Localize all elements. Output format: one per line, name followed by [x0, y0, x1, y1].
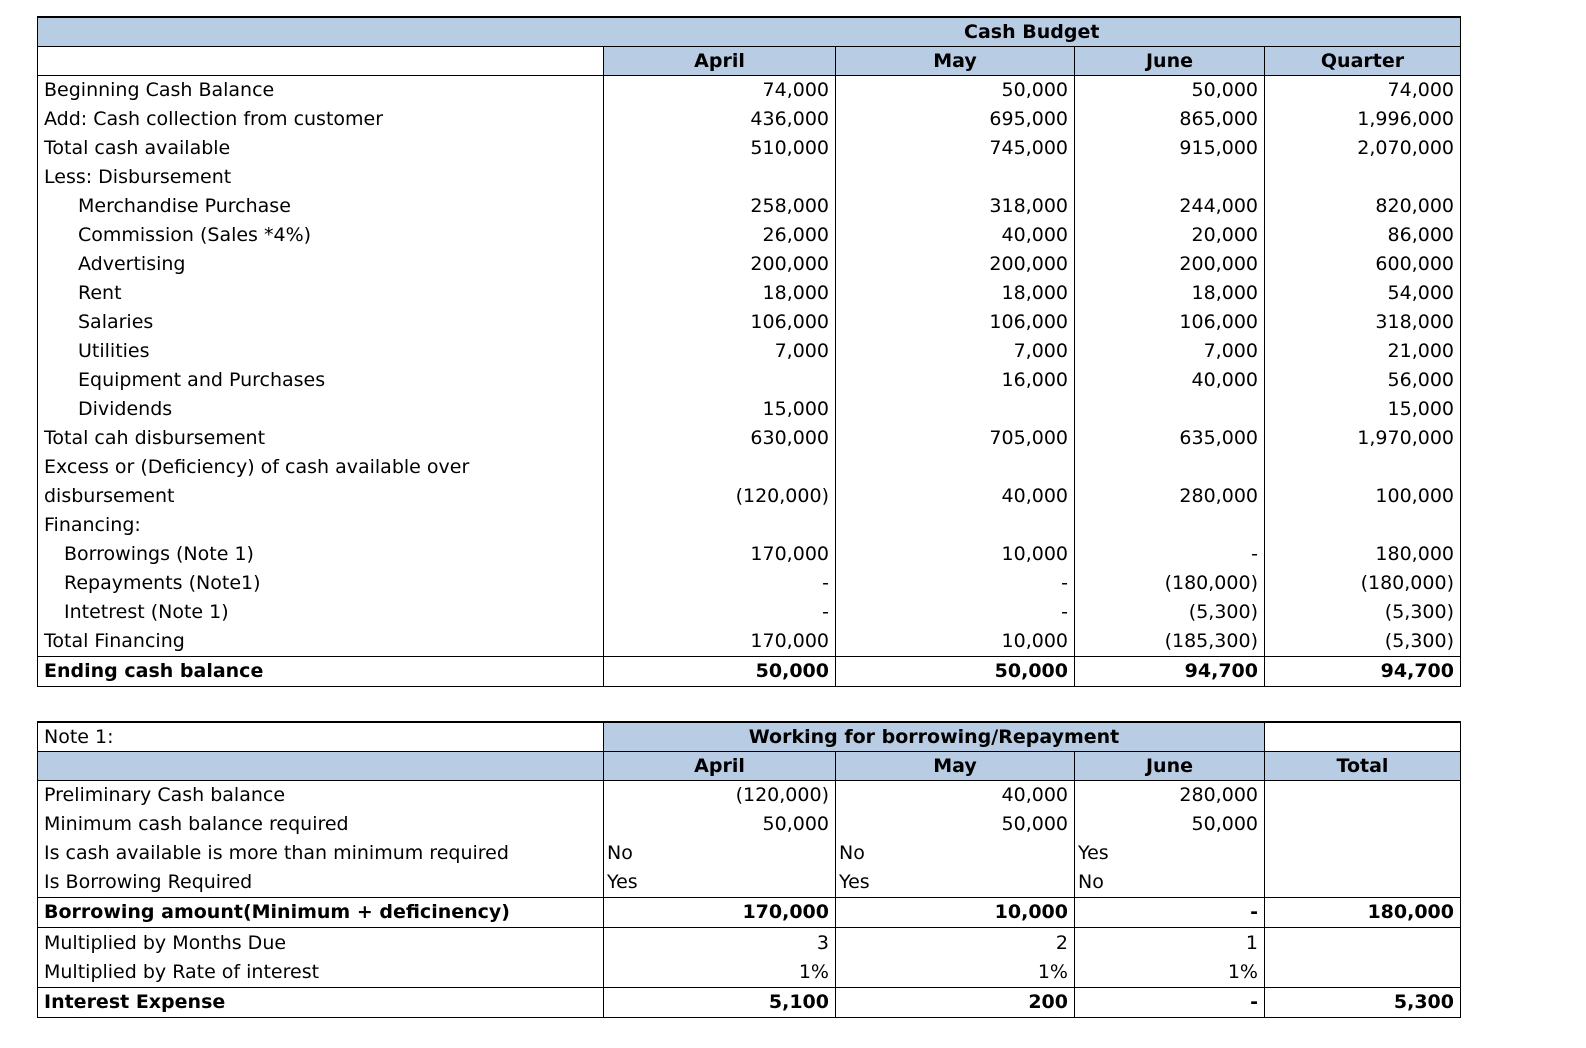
table-row-total-cash-available	[38, 134, 1461, 163]
cell-april: 50,000	[604, 810, 836, 839]
cell-may: 106,000	[836, 308, 1075, 337]
row-label: Minimum cash balance required	[38, 810, 604, 839]
cell-quarter: 180,000	[1265, 540, 1461, 569]
row-label: Is Borrowing Required	[38, 868, 604, 898]
row-label: Multiplied by Months Due	[38, 928, 604, 959]
cell-quarter: 54,000	[1265, 279, 1461, 308]
cell-june: 915,000	[1075, 134, 1265, 163]
row-label: Merchandise Purchase	[38, 192, 604, 221]
header-blank-cell	[38, 17, 604, 47]
cell-april: 170,000	[604, 898, 836, 928]
column-header-total: Total	[1265, 752, 1461, 781]
cell-quarter: 15,000	[1265, 395, 1461, 424]
cell-april: 170,000	[604, 627, 836, 657]
cell-may: 7,000	[836, 337, 1075, 366]
row-label: Total Financing	[38, 627, 604, 657]
column-header-may: May	[836, 752, 1075, 781]
row-label: Utilities	[38, 337, 604, 366]
table-row-financing	[38, 511, 1461, 540]
row-label: Is cash available is more than minimum required	[38, 839, 604, 868]
table-row-cash-collection	[38, 105, 1461, 134]
cell-april: 15,000	[604, 395, 836, 424]
cell-quarter: 318,000	[1265, 308, 1461, 337]
cell-may: 40,000	[836, 221, 1075, 250]
cell-may: -	[836, 598, 1075, 627]
cell-june	[1075, 453, 1265, 482]
row-label: Borrowing amount(Minimum + deficinency)	[38, 898, 604, 928]
cell-june: 50,000	[1075, 810, 1265, 839]
cell-total	[1265, 810, 1461, 839]
cell-april: (120,000)	[604, 482, 836, 511]
note1-title: Working for borrowing/Repayment	[604, 722, 1265, 752]
column-header-june: June	[1075, 47, 1265, 76]
cell-june	[1075, 163, 1265, 192]
cell-quarter: 94,700	[1265, 657, 1461, 687]
cell-quarter: 74,000	[1265, 76, 1461, 106]
cell-april: Yes	[604, 868, 836, 898]
row-label: Repayments (Note1)	[38, 569, 604, 598]
note1-title-row	[38, 722, 1461, 752]
row-label: Rent	[38, 279, 604, 308]
table-row-rent	[38, 279, 1461, 308]
column-header-june: June	[1075, 752, 1265, 781]
cell-quarter: 100,000	[1265, 482, 1461, 511]
table-row-preliminary-cash	[38, 781, 1461, 811]
cell-april: -	[604, 598, 836, 627]
cell-total: 5,300	[1265, 988, 1461, 1018]
cell-june: 20,000	[1075, 221, 1265, 250]
row-label: Interest Expense	[38, 988, 604, 1018]
table-row-utilities	[38, 337, 1461, 366]
table-row-borrowing-required	[38, 868, 1461, 898]
cell-total	[1265, 928, 1461, 959]
cell-june	[1075, 395, 1265, 424]
cell-april: 5,100	[604, 988, 836, 1018]
cell-total	[1265, 839, 1461, 868]
table-row-rate-of-interest	[38, 958, 1461, 988]
cell-may: 16,000	[836, 366, 1075, 395]
cell-quarter: (5,300)	[1265, 627, 1461, 657]
cell-june: 635,000	[1075, 424, 1265, 453]
cell-may: 318,000	[836, 192, 1075, 221]
cell-june: -	[1075, 988, 1265, 1018]
table-row-merchandise-purchase	[38, 192, 1461, 221]
cell-may: 705,000	[836, 424, 1075, 453]
column-header-quarter: Quarter	[1265, 47, 1461, 76]
cell-april: 170,000	[604, 540, 836, 569]
cell-may	[836, 453, 1075, 482]
table-row-equipment	[38, 366, 1461, 395]
cell-quarter	[1265, 163, 1461, 192]
cell-april: No	[604, 839, 836, 868]
cell-april: 74,000	[604, 76, 836, 106]
note1-table	[37, 721, 1461, 1018]
table-row-advertising	[38, 250, 1461, 279]
cell-june: (185,300)	[1075, 627, 1265, 657]
cell-may: 10,000	[836, 540, 1075, 569]
table-row-ending-cash	[38, 657, 1461, 687]
row-label: Financing:	[38, 511, 604, 540]
cell-may: 40,000	[836, 781, 1075, 811]
row-label: disbursement	[38, 482, 604, 511]
cash-budget-column-header-row	[38, 47, 1461, 76]
cell-may: 40,000	[836, 482, 1075, 511]
cell-april: 258,000	[604, 192, 836, 221]
table-row-months-due	[38, 928, 1461, 959]
cell-quarter: 1,970,000	[1265, 424, 1461, 453]
cell-april: 18,000	[604, 279, 836, 308]
cash-budget-table	[37, 16, 1461, 687]
cell-quarter: 820,000	[1265, 192, 1461, 221]
table-row-total-financing	[38, 627, 1461, 657]
cell-total	[1265, 868, 1461, 898]
cell-june: (180,000)	[1075, 569, 1265, 598]
row-label: Add: Cash collection from customer	[38, 105, 604, 134]
cell-june: 18,000	[1075, 279, 1265, 308]
cell-april: 26,000	[604, 221, 836, 250]
cell-quarter: 21,000	[1265, 337, 1461, 366]
cell-may: 18,000	[836, 279, 1075, 308]
cell-may	[836, 511, 1075, 540]
cell-may: 50,000	[836, 810, 1075, 839]
cell-may: 2	[836, 928, 1075, 959]
cell-may: 10,000	[836, 898, 1075, 928]
cell-quarter: (180,000)	[1265, 569, 1461, 598]
cell-june	[1075, 511, 1265, 540]
cell-may: 1%	[836, 958, 1075, 988]
cell-april: 630,000	[604, 424, 836, 453]
table-row-commission	[38, 221, 1461, 250]
note1-label: Note 1:	[38, 722, 604, 752]
cell-june: -	[1075, 540, 1265, 569]
row-label: Ending cash balance	[38, 657, 604, 687]
cell-april: 3	[604, 928, 836, 959]
table-row-total-disbursement	[38, 424, 1461, 453]
cell-quarter: 2,070,000	[1265, 134, 1461, 163]
cell-april: 106,000	[604, 308, 836, 337]
cell-april	[604, 453, 836, 482]
cell-june: 7,000	[1075, 337, 1265, 366]
cell-june: 106,000	[1075, 308, 1265, 337]
row-label: Advertising	[38, 250, 604, 279]
cell-june: 1%	[1075, 958, 1265, 988]
cell-april: 200,000	[604, 250, 836, 279]
cell-total: 180,000	[1265, 898, 1461, 928]
row-label: Beginning Cash Balance	[38, 76, 604, 106]
table-row-cash-more-than-minimum	[38, 839, 1461, 868]
cell-may: 10,000	[836, 627, 1075, 657]
cell-total	[1265, 958, 1461, 988]
table-row-beginning-cash	[38, 76, 1461, 106]
cell-may: 50,000	[836, 76, 1075, 106]
column-header-may: May	[836, 47, 1075, 76]
cell-may: 200,000	[836, 250, 1075, 279]
table-row-less-disbursement	[38, 163, 1461, 192]
note1-title-blank	[1265, 722, 1461, 752]
cell-june: 244,000	[1075, 192, 1265, 221]
table-row-interest	[38, 598, 1461, 627]
cell-june: 280,000	[1075, 482, 1265, 511]
row-label: Dividends	[38, 395, 604, 424]
cell-may: 745,000	[836, 134, 1075, 163]
cell-june: 40,000	[1075, 366, 1265, 395]
column-header-april: April	[604, 47, 836, 76]
cell-may	[836, 395, 1075, 424]
cash-budget-title: Cash Budget	[604, 17, 1461, 47]
cell-june: No	[1075, 868, 1265, 898]
table-row-dividends	[38, 395, 1461, 424]
cell-quarter: 1,996,000	[1265, 105, 1461, 134]
row-label: Preliminary Cash balance	[38, 781, 604, 811]
row-label: Less: Disbursement	[38, 163, 604, 192]
cell-april	[604, 511, 836, 540]
cell-april	[604, 366, 836, 395]
row-label: Multiplied by Rate of interest	[38, 958, 604, 988]
cell-april: 1%	[604, 958, 836, 988]
cell-june: 50,000	[1075, 76, 1265, 106]
header-label-cell	[38, 47, 604, 76]
row-label: Total cah disbursement	[38, 424, 604, 453]
cell-may: 200	[836, 988, 1075, 1018]
cell-june: (5,300)	[1075, 598, 1265, 627]
cell-april	[604, 163, 836, 192]
cell-quarter: 56,000	[1265, 366, 1461, 395]
table-row-excess-label	[38, 453, 1461, 482]
row-label: Salaries	[38, 308, 604, 337]
cell-may: 50,000	[836, 657, 1075, 687]
cell-april: 7,000	[604, 337, 836, 366]
row-label: Excess or (Deficiency) of cash available over	[38, 453, 604, 482]
cell-june: 865,000	[1075, 105, 1265, 134]
cell-april: -	[604, 569, 836, 598]
cell-quarter	[1265, 453, 1461, 482]
cell-june: 94,700	[1075, 657, 1265, 687]
cell-april: (120,000)	[604, 781, 836, 811]
cell-total	[1265, 781, 1461, 811]
cell-april: 510,000	[604, 134, 836, 163]
row-label: Commission (Sales *4%)	[38, 221, 604, 250]
cell-april: 50,000	[604, 657, 836, 687]
row-label: Total cash available	[38, 134, 604, 163]
cell-june: 1	[1075, 928, 1265, 959]
table-row-excess-deficiency	[38, 482, 1461, 511]
cell-may: No	[836, 839, 1075, 868]
table-row-repayments	[38, 569, 1461, 598]
cell-june: -	[1075, 898, 1265, 928]
row-label: Borrowings (Note 1)	[38, 540, 604, 569]
cell-may: -	[836, 569, 1075, 598]
column-header-april: April	[604, 752, 836, 781]
cell-may: Yes	[836, 868, 1075, 898]
table-row-interest-expense	[38, 988, 1461, 1018]
cell-may: 695,000	[836, 105, 1075, 134]
cash-budget-title-row	[38, 17, 1461, 47]
cell-may	[836, 163, 1075, 192]
note1-column-header-row	[38, 752, 1461, 781]
table-row-salaries	[38, 308, 1461, 337]
cell-quarter: (5,300)	[1265, 598, 1461, 627]
cell-april: 436,000	[604, 105, 836, 134]
cell-quarter	[1265, 511, 1461, 540]
table-row-borrowing-amount	[38, 898, 1461, 928]
row-label: Equipment and Purchases	[38, 366, 604, 395]
cell-quarter: 600,000	[1265, 250, 1461, 279]
cell-june: 200,000	[1075, 250, 1265, 279]
cell-quarter: 86,000	[1265, 221, 1461, 250]
note1-header-label-cell	[38, 752, 604, 781]
cell-june: 280,000	[1075, 781, 1265, 811]
row-label: Intetrest (Note 1)	[38, 598, 604, 627]
table-row-borrowings	[38, 540, 1461, 569]
table-row-minimum-cash	[38, 810, 1461, 839]
cell-june: Yes	[1075, 839, 1265, 868]
